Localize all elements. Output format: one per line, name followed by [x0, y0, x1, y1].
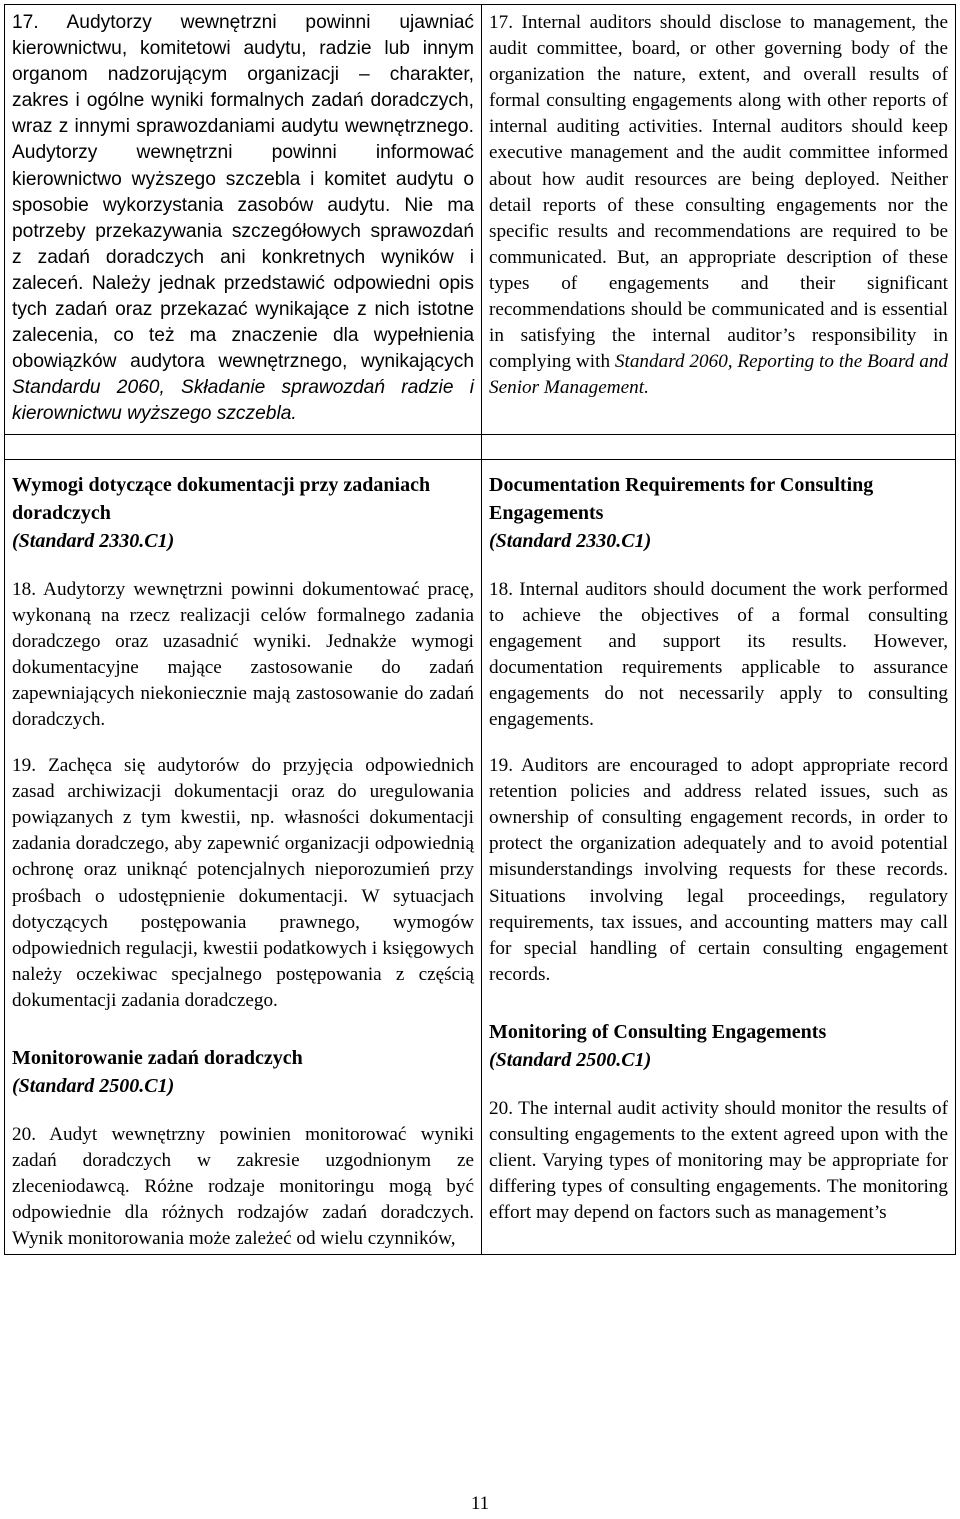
polish-heading-documentation — [12, 471, 474, 555]
english-heading-documentation — [489, 471, 948, 555]
english-paragraph-17 — [489, 10, 948, 401]
polish-paragraph-19: 19. Zachęca się audytorów do przyjęcia odpowiednich zasad archiwizacji dokumentacji oraz do uregulowania powiązanych z tym kwestii, np. własności dokumentacji zadania doradczego, aby zapewnić organizacji odpowiednią ochronę oraz uniknąć potencjalnych nieporozumień przy prośbach o udostępnienie dokumentacji. W sytuacjach dotyczących postępowania prawnego, wymogów odpowiednich regulacji, kwestii podatkowych i księgowych należy oczekiwac specjalnego postępowania z częścią dokumentacji zadania doradczego. — [12, 755, 474, 1011]
polish-heading-documentation-title: Wymogi dotyczące dokumentacji przy zadaniach doradczych — [12, 473, 431, 524]
english-cell-18-20 — [482, 459, 956, 1255]
polish-cell-18-20 — [5, 459, 482, 1255]
english-heading-documentation-title: Documentation Requirements for Consulting Engagements — [489, 473, 874, 524]
polish-paragraph-17-number: 17. — [12, 12, 39, 33]
polish-heading-monitoring-standard: (Standard 2500.C1) — [12, 1075, 175, 1097]
english-heading-documentation-standard: (Standard 2330.C1) — [489, 529, 652, 552]
row-spacer — [5, 434, 956, 459]
english-paragraph-19: 19. Auditors are encouraged to adopt appropriate record retention policies and address related issues, such as ownership of consulting engagement records, in order to protect the organization adequately and to avoid potential misunderstandings involving requests for these records. Situations involving legal proceedings, regulatory requirements, tax issues, and accounting matters may call for special handling of certain consulting engagement records. — [489, 755, 948, 985]
english-standard-2060-ref: Standard 2060, Reporting to the Board and Senior Management. — [489, 351, 949, 399]
row-paragraph-17 — [5, 5, 956, 435]
polish-cell-17 — [5, 5, 482, 435]
polish-heading-monitoring — [12, 1044, 474, 1100]
english-heading-monitoring-standard: (Standard 2500.C1) — [489, 1048, 652, 1071]
english-heading-monitoring — [489, 1018, 948, 1074]
row-sections-18-20 — [5, 459, 956, 1255]
page-number: 11 — [470, 1493, 490, 1514]
english-paragraph-18: 18. Internal auditors should document the work performed to achieve the objectives of a formal consulting engagement and support its results. However, documentation requirements applicable to assurance engagements do not necessarily apply to consulting engagements. — [489, 578, 948, 730]
polish-heading-monitoring-title: Monitorowanie zadań doradczych — [12, 1047, 303, 1069]
english-heading-monitoring-title: Monitoring of Consulting Engagements — [489, 1020, 827, 1043]
english-paragraph-17-text: 17. Internal auditors should disclose to management, the audit committee, board, or other governing body of the organization the nature, extent, and overall results of formal consulting engagements along with other reports of internal auditing activities. Internal auditors should keep executive management and the audit committee informed about how audit resources are being deployed. Neither detail reports of these consulting engagements nor the specific results and recommendations are required to be communicated. But, an appropriate description of these types of engagements and their significant recommendations should be communicated and is essential in satisfying the internal auditor’s responsibility in complying with — [489, 12, 948, 373]
english-paragraph-20: 20. The internal audit activity should monitor the results of consulting engagements to the extent agreed upon with the client. Varying types of monitoring may be appropriate for differing types of consulting engagements. The monitoring effort may depend on factors such as management’s — [489, 1097, 948, 1224]
polish-paragraph-18: 18. Audytorzy wewnętrzni powinni dokumentować pracę, wykonaną na rzecz realizacji celów formalnego zadania doradczego oraz uzasadnić wyniki. Jednakże wymogi dokumentacyjne mające zastosowanie do zadań zapewniających niekoniecznie mają zastosowanie do zadań doradczych. — [12, 578, 474, 730]
translation-table — [4, 4, 956, 1255]
polish-standard-2060-ref: Standardu 2060, Składanie sprawozdań radzie i kierownictwu wyższego szczebla. — [12, 377, 474, 425]
polish-paragraph-20: 20. Audyt wewnętrzny powinien monitorować wyniki zadań doradczych w zakresie uzgodnionym ze zleceniodawcą. Różne rodzaje monitoringu mogą być odpowiednie dla różnych rodzajów zadań doradczych. Wynik monitorowania może zależeć od wielu czynników, — [12, 1124, 474, 1250]
polish-paragraph-17-text: Audytorzy wewnętrzni powinni ujawniać kierownictwu, komitetowi audytu, radzie lub innym organom nadzorującym organizacji – charakter, zakres i ogólne wyniki formalnych zadań doradczych, wraz z innymi sprawozdaniami audytu wewnętrznego. Audytorzy wewnętrzni powinni informować kierownictwo wyższego szczebla i komitet audytu o sposobie wykorzystania zasobów audytu. Nie ma potrzeby przekazywania szczegółowych sprawozdań z zadań doradczych ani konkretnych wyników i zaleceń. Należy jednak przedstawić odpowiedni opis tych zadań oraz przekazać wynikające z nich istotne zalecenia, co też ma znaczenie dla wypełnienia obowiązków audytora wewnętrznego, wynikających — [12, 12, 474, 373]
english-cell-17 — [482, 5, 956, 435]
polish-paragraph-17 — [12, 10, 474, 428]
polish-heading-documentation-standard: (Standard 2330.C1) — [12, 529, 175, 552]
